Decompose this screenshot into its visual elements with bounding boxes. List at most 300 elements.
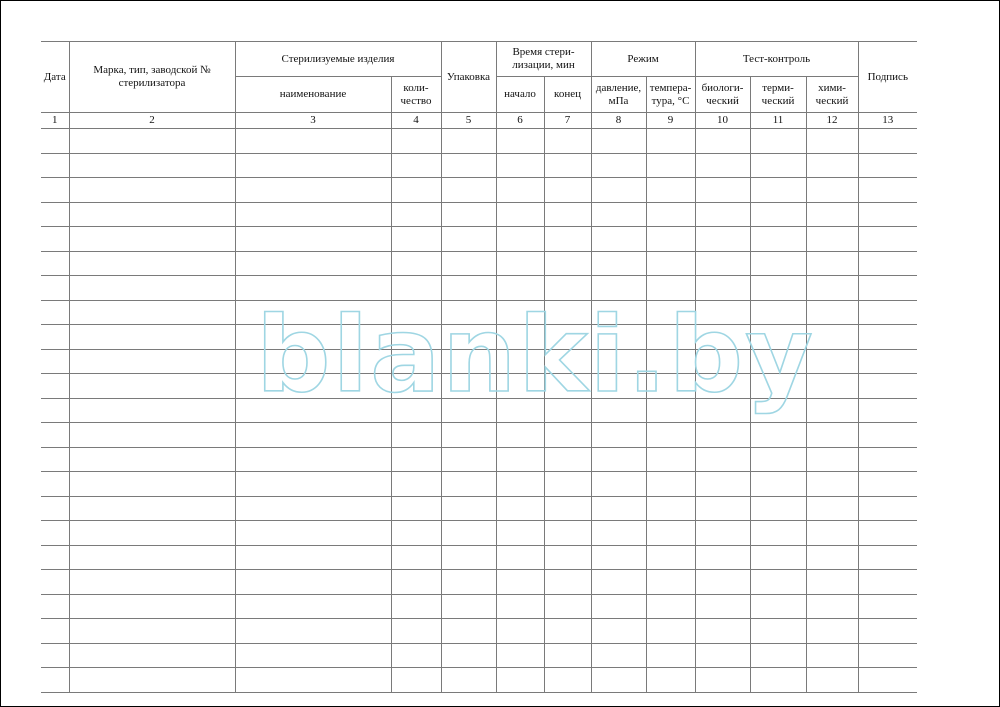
table-cell[interactable] [806, 374, 858, 399]
table-cell[interactable] [544, 276, 591, 301]
table-cell[interactable] [695, 398, 750, 423]
table-cell[interactable] [235, 251, 391, 276]
table-cell[interactable] [646, 325, 695, 350]
table-row[interactable] [41, 619, 917, 644]
table-row[interactable] [41, 545, 917, 570]
table-cell[interactable] [496, 325, 544, 350]
table-cell[interactable] [544, 594, 591, 619]
table-cell[interactable] [806, 594, 858, 619]
table-cell[interactable] [235, 643, 391, 668]
table-row[interactable] [41, 178, 917, 203]
table-cell[interactable] [496, 594, 544, 619]
table-cell[interactable] [41, 349, 69, 374]
table-cell[interactable] [646, 643, 695, 668]
table-cell[interactable] [695, 202, 750, 227]
table-cell[interactable] [591, 202, 646, 227]
table-cell[interactable] [235, 227, 391, 252]
table-cell[interactable] [235, 276, 391, 301]
table-cell[interactable] [858, 276, 917, 301]
table-row[interactable] [41, 153, 917, 178]
table-cell[interactable] [41, 521, 69, 546]
table-cell[interactable] [750, 300, 806, 325]
table-cell[interactable] [441, 178, 496, 203]
table-cell[interactable] [646, 202, 695, 227]
table-cell[interactable] [858, 251, 917, 276]
table-cell[interactable] [591, 325, 646, 350]
table-cell[interactable] [591, 153, 646, 178]
table-cell[interactable] [235, 374, 391, 399]
table-cell[interactable] [750, 227, 806, 252]
table-row[interactable] [41, 570, 917, 595]
table-cell[interactable] [858, 447, 917, 472]
table-row[interactable] [41, 398, 917, 423]
table-cell[interactable] [695, 153, 750, 178]
table-cell[interactable] [235, 472, 391, 497]
table-row[interactable] [41, 423, 917, 448]
table-cell[interactable] [391, 129, 441, 154]
table-cell[interactable] [69, 496, 235, 521]
table-cell[interactable] [69, 398, 235, 423]
table-cell[interactable] [750, 472, 806, 497]
table-cell[interactable] [646, 545, 695, 570]
table-cell[interactable] [591, 398, 646, 423]
table-cell[interactable] [858, 472, 917, 497]
table-cell[interactable] [858, 423, 917, 448]
table-cell[interactable] [646, 472, 695, 497]
table-cell[interactable] [441, 202, 496, 227]
table-cell[interactable] [646, 619, 695, 644]
table-cell[interactable] [806, 472, 858, 497]
table-cell[interactable] [591, 594, 646, 619]
table-cell[interactable] [646, 300, 695, 325]
table-cell[interactable] [391, 619, 441, 644]
table-cell[interactable] [69, 545, 235, 570]
table-cell[interactable] [441, 594, 496, 619]
table-cell[interactable] [646, 668, 695, 693]
table-cell[interactable] [391, 202, 441, 227]
table-cell[interactable] [235, 594, 391, 619]
table-cell[interactable] [235, 300, 391, 325]
table-row[interactable] [41, 349, 917, 374]
table-cell[interactable] [441, 398, 496, 423]
table-cell[interactable] [69, 423, 235, 448]
table-cell[interactable] [695, 570, 750, 595]
table-cell[interactable] [858, 643, 917, 668]
table-cell[interactable] [496, 643, 544, 668]
table-cell[interactable] [41, 447, 69, 472]
table-cell[interactable] [544, 643, 591, 668]
table-cell[interactable] [858, 521, 917, 546]
table-cell[interactable] [235, 202, 391, 227]
table-cell[interactable] [235, 545, 391, 570]
table-cell[interactable] [750, 153, 806, 178]
table-cell[interactable] [441, 129, 496, 154]
table-cell[interactable] [591, 129, 646, 154]
table-cell[interactable] [544, 619, 591, 644]
table-cell[interactable] [695, 423, 750, 448]
table-cell[interactable] [646, 129, 695, 154]
table-row[interactable] [41, 276, 917, 301]
table-cell[interactable] [591, 668, 646, 693]
table-cell[interactable] [591, 374, 646, 399]
table-cell[interactable] [695, 447, 750, 472]
table-cell[interactable] [858, 227, 917, 252]
table-cell[interactable] [235, 619, 391, 644]
table-cell[interactable] [441, 227, 496, 252]
table-cell[interactable] [496, 496, 544, 521]
table-cell[interactable] [391, 545, 441, 570]
table-cell[interactable] [646, 349, 695, 374]
table-cell[interactable] [646, 153, 695, 178]
table-cell[interactable] [750, 374, 806, 399]
table-cell[interactable] [41, 619, 69, 644]
table-cell[interactable] [646, 570, 695, 595]
table-cell[interactable] [235, 325, 391, 350]
table-cell[interactable] [646, 423, 695, 448]
table-cell[interactable] [695, 496, 750, 521]
table-cell[interactable] [750, 202, 806, 227]
table-row[interactable] [41, 472, 917, 497]
table-cell[interactable] [806, 153, 858, 178]
table-cell[interactable] [544, 251, 591, 276]
table-cell[interactable] [544, 545, 591, 570]
table-cell[interactable] [750, 423, 806, 448]
table-cell[interactable] [806, 545, 858, 570]
table-cell[interactable] [591, 276, 646, 301]
table-cell[interactable] [544, 668, 591, 693]
table-cell[interactable] [750, 398, 806, 423]
table-cell[interactable] [544, 227, 591, 252]
table-cell[interactable] [544, 178, 591, 203]
table-cell[interactable] [646, 374, 695, 399]
table-cell[interactable] [235, 496, 391, 521]
table-cell[interactable] [695, 668, 750, 693]
table-cell[interactable] [806, 227, 858, 252]
table-cell[interactable] [858, 300, 917, 325]
table-cell[interactable] [858, 545, 917, 570]
table-cell[interactable] [69, 178, 235, 203]
table-cell[interactable] [544, 521, 591, 546]
table-cell[interactable] [496, 545, 544, 570]
table-cell[interactable] [858, 202, 917, 227]
table-cell[interactable] [496, 447, 544, 472]
table-cell[interactable] [695, 619, 750, 644]
table-cell[interactable] [69, 129, 235, 154]
table-cell[interactable] [41, 496, 69, 521]
table-cell[interactable] [750, 545, 806, 570]
table-cell[interactable] [544, 496, 591, 521]
table-cell[interactable] [496, 668, 544, 693]
table-cell[interactable] [646, 521, 695, 546]
table-cell[interactable] [591, 447, 646, 472]
table-cell[interactable] [750, 447, 806, 472]
table-row[interactable] [41, 325, 917, 350]
table-cell[interactable] [496, 251, 544, 276]
table-row[interactable] [41, 251, 917, 276]
table-cell[interactable] [441, 643, 496, 668]
table-row[interactable] [41, 227, 917, 252]
table-row[interactable] [41, 496, 917, 521]
table-cell[interactable] [750, 643, 806, 668]
table-cell[interactable] [391, 594, 441, 619]
table-cell[interactable] [806, 643, 858, 668]
table-cell[interactable] [858, 668, 917, 693]
table-row[interactable] [41, 447, 917, 472]
table-cell[interactable] [858, 153, 917, 178]
table-cell[interactable] [806, 570, 858, 595]
table-cell[interactable] [858, 496, 917, 521]
table-cell[interactable] [391, 251, 441, 276]
table-cell[interactable] [695, 251, 750, 276]
table-cell[interactable] [750, 570, 806, 595]
table-cell[interactable] [235, 668, 391, 693]
table-cell[interactable] [391, 643, 441, 668]
table-cell[interactable] [235, 398, 391, 423]
table-cell[interactable] [750, 129, 806, 154]
table-cell[interactable] [69, 227, 235, 252]
table-cell[interactable] [544, 325, 591, 350]
table-cell[interactable] [695, 276, 750, 301]
table-cell[interactable] [750, 349, 806, 374]
table-cell[interactable] [496, 202, 544, 227]
table-cell[interactable] [235, 153, 391, 178]
table-cell[interactable] [69, 300, 235, 325]
table-cell[interactable] [441, 300, 496, 325]
table-cell[interactable] [69, 521, 235, 546]
table-cell[interactable] [591, 643, 646, 668]
table-cell[interactable] [695, 227, 750, 252]
table-cell[interactable] [496, 300, 544, 325]
table-cell[interactable] [441, 521, 496, 546]
table-cell[interactable] [750, 251, 806, 276]
table-cell[interactable] [544, 300, 591, 325]
table-row[interactable] [41, 521, 917, 546]
table-cell[interactable] [41, 153, 69, 178]
table-cell[interactable] [391, 349, 441, 374]
table-cell[interactable] [646, 594, 695, 619]
table-cell[interactable] [806, 178, 858, 203]
table-cell[interactable] [391, 398, 441, 423]
table-cell[interactable] [496, 570, 544, 595]
table-cell[interactable] [391, 325, 441, 350]
table-cell[interactable] [41, 545, 69, 570]
table-cell[interactable] [858, 178, 917, 203]
table-cell[interactable] [235, 521, 391, 546]
table-cell[interactable] [591, 300, 646, 325]
table-cell[interactable] [496, 398, 544, 423]
table-cell[interactable] [69, 251, 235, 276]
table-cell[interactable] [646, 496, 695, 521]
table-cell[interactable] [544, 153, 591, 178]
table-cell[interactable] [591, 570, 646, 595]
table-cell[interactable] [69, 643, 235, 668]
table-cell[interactable] [69, 349, 235, 374]
table-cell[interactable] [496, 178, 544, 203]
table-cell[interactable] [235, 570, 391, 595]
table-cell[interactable] [750, 619, 806, 644]
table-cell[interactable] [69, 594, 235, 619]
table-cell[interactable] [750, 276, 806, 301]
table-cell[interactable] [391, 447, 441, 472]
table-cell[interactable] [41, 398, 69, 423]
table-cell[interactable] [750, 668, 806, 693]
table-cell[interactable] [496, 521, 544, 546]
table-cell[interactable] [496, 619, 544, 644]
table-cell[interactable] [496, 153, 544, 178]
table-cell[interactable] [391, 300, 441, 325]
table-cell[interactable] [69, 570, 235, 595]
table-cell[interactable] [750, 325, 806, 350]
table-cell[interactable] [591, 251, 646, 276]
table-cell[interactable] [496, 227, 544, 252]
table-cell[interactable] [391, 496, 441, 521]
table-cell[interactable] [806, 300, 858, 325]
table-cell[interactable] [41, 276, 69, 301]
table-cell[interactable] [391, 570, 441, 595]
table-cell[interactable] [69, 276, 235, 301]
table-cell[interactable] [858, 374, 917, 399]
table-cell[interactable] [496, 349, 544, 374]
table-cell[interactable] [750, 594, 806, 619]
table-cell[interactable] [391, 472, 441, 497]
table-cell[interactable] [544, 447, 591, 472]
table-cell[interactable] [41, 668, 69, 693]
table-cell[interactable] [858, 398, 917, 423]
table-cell[interactable] [441, 545, 496, 570]
table-cell[interactable] [41, 251, 69, 276]
table-cell[interactable] [441, 619, 496, 644]
table-cell[interactable] [441, 668, 496, 693]
table-cell[interactable] [41, 472, 69, 497]
table-cell[interactable] [441, 447, 496, 472]
table-cell[interactable] [41, 643, 69, 668]
table-cell[interactable] [391, 521, 441, 546]
table-cell[interactable] [441, 349, 496, 374]
table-cell[interactable] [235, 447, 391, 472]
table-cell[interactable] [806, 349, 858, 374]
table-cell[interactable] [695, 300, 750, 325]
table-cell[interactable] [441, 570, 496, 595]
table-cell[interactable] [646, 251, 695, 276]
table-cell[interactable] [441, 423, 496, 448]
table-cell[interactable] [544, 398, 591, 423]
table-cell[interactable] [69, 325, 235, 350]
table-cell[interactable] [695, 472, 750, 497]
table-cell[interactable] [695, 545, 750, 570]
table-cell[interactable] [235, 129, 391, 154]
table-cell[interactable] [646, 398, 695, 423]
table-cell[interactable] [69, 619, 235, 644]
table-cell[interactable] [591, 619, 646, 644]
table-row[interactable] [41, 202, 917, 227]
table-cell[interactable] [858, 349, 917, 374]
table-row[interactable] [41, 129, 917, 154]
table-row[interactable] [41, 643, 917, 668]
table-cell[interactable] [806, 276, 858, 301]
table-cell[interactable] [544, 374, 591, 399]
table-cell[interactable] [750, 521, 806, 546]
table-cell[interactable] [69, 153, 235, 178]
table-cell[interactable] [441, 374, 496, 399]
table-cell[interactable] [496, 276, 544, 301]
table-cell[interactable] [441, 496, 496, 521]
table-cell[interactable] [391, 153, 441, 178]
table-cell[interactable] [695, 374, 750, 399]
table-cell[interactable] [69, 374, 235, 399]
table-cell[interactable] [750, 178, 806, 203]
table-cell[interactable] [858, 570, 917, 595]
table-cell[interactable] [806, 423, 858, 448]
table-cell[interactable] [41, 374, 69, 399]
table-cell[interactable] [591, 472, 646, 497]
table-cell[interactable] [391, 374, 441, 399]
table-cell[interactable] [591, 496, 646, 521]
table-cell[interactable] [806, 251, 858, 276]
table-cell[interactable] [695, 325, 750, 350]
table-cell[interactable] [646, 447, 695, 472]
table-cell[interactable] [41, 227, 69, 252]
table-cell[interactable] [69, 668, 235, 693]
table-cell[interactable] [441, 251, 496, 276]
table-cell[interactable] [544, 472, 591, 497]
table-cell[interactable] [391, 276, 441, 301]
table-cell[interactable] [806, 129, 858, 154]
table-cell[interactable] [41, 178, 69, 203]
table-cell[interactable] [695, 349, 750, 374]
table-cell[interactable] [695, 521, 750, 546]
table-cell[interactable] [646, 276, 695, 301]
table-cell[interactable] [695, 178, 750, 203]
table-cell[interactable] [591, 178, 646, 203]
table-cell[interactable] [496, 423, 544, 448]
table-cell[interactable] [391, 423, 441, 448]
table-cell[interactable] [235, 349, 391, 374]
table-cell[interactable] [858, 129, 917, 154]
table-cell[interactable] [41, 300, 69, 325]
table-cell[interactable] [750, 496, 806, 521]
table-cell[interactable] [806, 496, 858, 521]
table-cell[interactable] [391, 668, 441, 693]
table-cell[interactable] [69, 472, 235, 497]
table-cell[interactable] [235, 423, 391, 448]
table-cell[interactable] [646, 178, 695, 203]
table-cell[interactable] [806, 447, 858, 472]
table-row[interactable] [41, 300, 917, 325]
table-cell[interactable] [858, 619, 917, 644]
table-cell[interactable] [496, 374, 544, 399]
table-cell[interactable] [391, 178, 441, 203]
table-cell[interactable] [646, 227, 695, 252]
table-cell[interactable] [591, 349, 646, 374]
table-cell[interactable] [544, 349, 591, 374]
table-cell[interactable] [806, 398, 858, 423]
table-cell[interactable] [544, 423, 591, 448]
table-cell[interactable] [806, 521, 858, 546]
table-cell[interactable] [41, 594, 69, 619]
table-cell[interactable] [441, 472, 496, 497]
table-cell[interactable] [695, 129, 750, 154]
table-cell[interactable] [695, 594, 750, 619]
table-cell[interactable] [41, 202, 69, 227]
table-cell[interactable] [441, 276, 496, 301]
table-row[interactable] [41, 668, 917, 693]
table-cell[interactable] [806, 325, 858, 350]
table-cell[interactable] [544, 129, 591, 154]
table-cell[interactable] [441, 325, 496, 350]
table-cell[interactable] [806, 619, 858, 644]
table-cell[interactable] [591, 521, 646, 546]
table-cell[interactable] [41, 129, 69, 154]
